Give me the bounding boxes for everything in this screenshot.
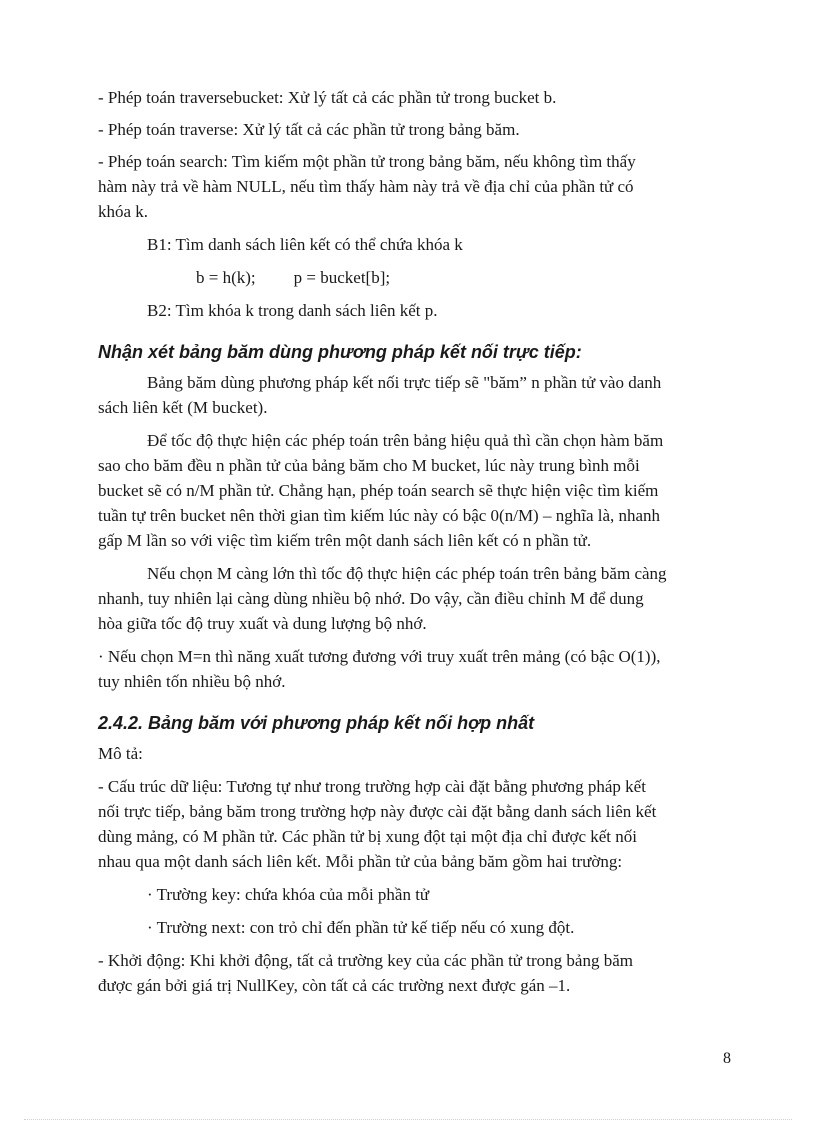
search-continuation-2: khóa k. <box>98 202 149 221</box>
data-structure-line4: nhau qua một danh sách liên kết. Mỗi phần tử của bảng băm gồm hai trường: <box>98 852 623 871</box>
field-next: · Trường next: con trỏ chỉ đến phần tử kế tiếp nếu có xung đột. <box>147 918 575 937</box>
section-heading-2-4-2: 2.4.2. Bảng băm với phương pháp kết nối hợp nhất <box>98 713 535 733</box>
para2-line5: gấp M lần so với việc tìm kiếm trên một danh sách liên kết có n phần tử. <box>98 531 592 550</box>
step-b1: B1: Tìm danh sách liên kết có thể chứa khóa k <box>147 235 463 254</box>
code-hash: b = h(k); <box>196 268 256 287</box>
code-bucket: p = bucket[b]; <box>293 268 391 287</box>
para2-line2: sao cho băm đều n phần tử của bảng băm cho M bucket, lúc này trung bình mỗi <box>98 456 640 475</box>
para3-line3: hòa giữa tốc độ truy xuất và dung lượng bộ nhớ. <box>98 614 427 633</box>
para3-line1: Nếu chọn M càng lớn thì tốc độ thực hiện các phép toán trên bảng băm càng <box>147 564 667 583</box>
footer-divider <box>24 1119 792 1120</box>
step-b2: B2: Tìm khóa k trong danh sách liên kết p. <box>147 301 438 320</box>
para2-line4: tuần tự trên bucket nên thời gian tìm kiếm lúc này có bậc 0(n/M) – nghĩa là, nhanh <box>98 506 661 525</box>
field-key: · Trường key: chứa khóa của mỗi phần tử <box>147 885 430 904</box>
note-line2: tuy nhiên tốn nhiều bộ nhớ. <box>98 672 286 691</box>
section-heading-direct-chaining: Nhận xét bảng băm dùng phương pháp kết nối trực tiếp: <box>98 342 582 362</box>
bullet-search: - Phép toán search: Tìm kiếm một phần tử trong bảng băm, nếu không tìm thấy <box>98 152 636 171</box>
page-number: 8 <box>723 1050 731 1067</box>
code-line <box>196 268 390 288</box>
description-label: Mô tả: <box>98 744 143 763</box>
bullet-traversebucket: - Phép toán traversebucket: Xử lý tất cả các phần tử trong bucket b. <box>98 88 557 107</box>
note-line1: · Nếu chọn M=n thì năng xuất tương đương với truy xuất trên mảng (có bậc O(1)), <box>98 647 661 666</box>
data-structure-line3: dùng mảng, có M phần tử. Các phần tử bị xung đột tại một địa chỉ được kết nối <box>98 827 637 846</box>
data-structure-line1: - Cấu trúc dữ liệu: Tương tự như trong trường hợp cài đặt bằng phương pháp kết <box>98 777 646 796</box>
data-structure-line2: nối trực tiếp, bảng băm trong trường hợp này được cài đặt bằng danh sách liên kết <box>98 802 657 821</box>
para2-line1: Để tốc độ thực hiện các phép toán trên bảng hiệu quả thì cần chọn hàm băm <box>147 431 664 450</box>
para2-line3: bucket sẽ có n/M phần tử. Chẳng hạn, phép toán search sẽ thực hiện việc tìm kiếm <box>98 481 659 500</box>
para3-line2: nhanh, tuy nhiên lại càng dùng nhiều bộ nhớ. Do vậy, cần điều chỉnh M để dung <box>98 589 644 608</box>
para1-line1: Bảng băm dùng phương pháp kết nối trực tiếp sẽ "băm” n phần tử vào danh <box>147 373 662 392</box>
para1-line2: sách liên kết (M bucket). <box>98 398 268 417</box>
init-line1: - Khởi động: Khi khởi động, tất cả trường key của các phần tử trong bảng băm <box>98 951 633 970</box>
bullet-traverse: - Phép toán traverse: Xử lý tất cả các phần tử trong bảng băm. <box>98 120 520 139</box>
init-line2: được gán bởi giá trị NullKey, còn tất cả các trường next được gán –1. <box>98 976 571 995</box>
search-continuation-1: hàm này trả về hàm NULL, nếu tìm thấy hàm này trả về địa chỉ của phần tử có <box>98 177 634 196</box>
